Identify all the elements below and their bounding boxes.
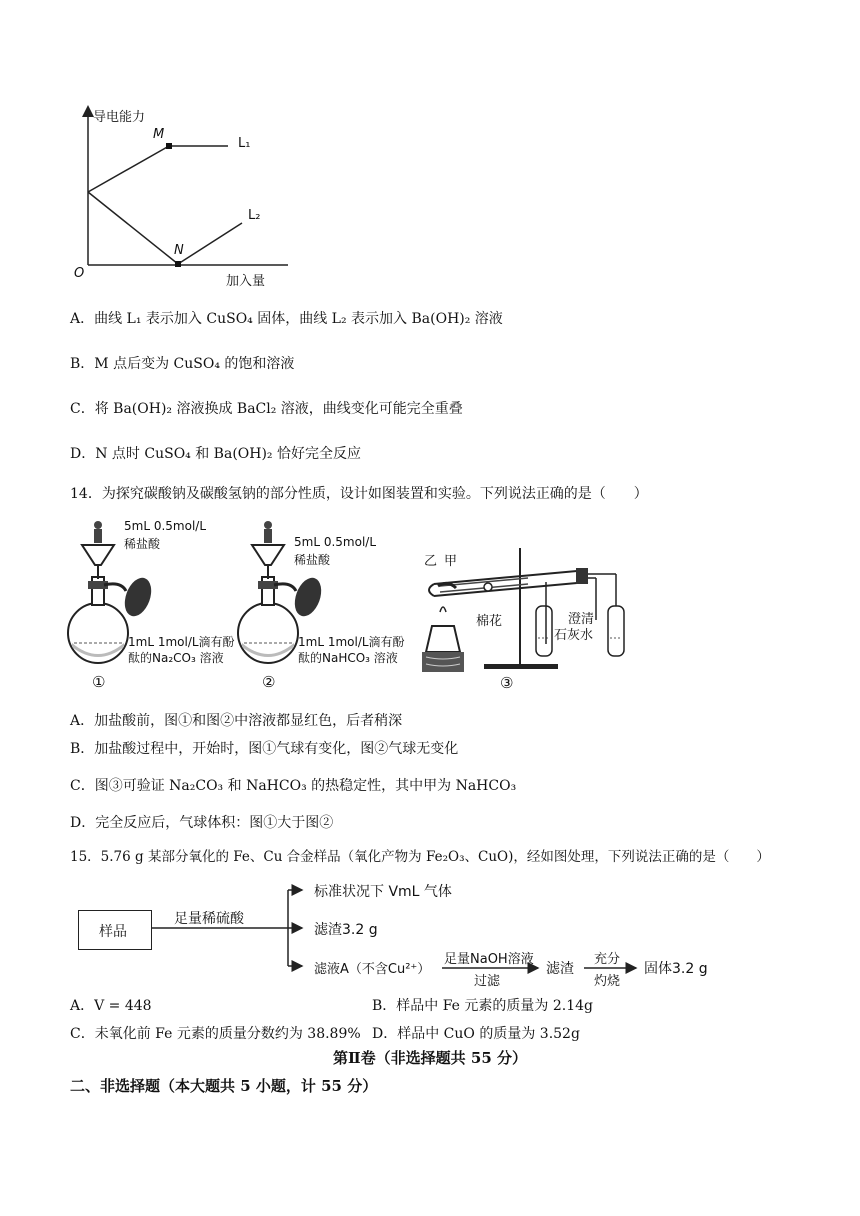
fig2-solution-line1: 1mL 1mol/L滴有酚 (298, 635, 405, 649)
curve-l1-rise (88, 146, 169, 192)
fig1-acid-line2: 稀盐酸 (124, 537, 161, 551)
q15-option-a: A．V = 448 (70, 998, 152, 1014)
sample-label: 样品 (99, 924, 127, 940)
gas-output: 标准状况下 VmL 气体 (314, 884, 452, 900)
solid-output: 固体3.2 g (644, 961, 708, 977)
sample-box (78, 910, 152, 950)
fig3-lime-line2: 石灰水 (554, 628, 594, 643)
q14-figure-3 (418, 540, 638, 700)
fig3-number: ③ (500, 674, 514, 692)
q15-option-b: B．样品中 Fe 元素的质量为 2.14g (372, 998, 594, 1014)
fig1-acid-line1: 5mL 0.5mol/L (124, 519, 207, 533)
x-axis-label: 加入量 (226, 274, 266, 289)
q13-option-c: C．将 Ba(OH)₂ 溶液换成 BaCl₂ 溶液，曲线变化可能完全重叠 (70, 401, 463, 417)
q14-option-c: C．图③可验证 Na₂CO₃ 和 NaHCO₃ 的热稳定性，其中甲为 NaHCO₃ (70, 778, 517, 794)
q14-figure-2 (236, 515, 416, 695)
q15-option-c: C．未氧化前 Fe 元素的质量分数约为 38.89% (70, 1026, 361, 1042)
point-n-marker (175, 261, 181, 267)
acid-label: 足量稀硫酸 (174, 911, 244, 927)
fig3-lime-line1: 澄清 (568, 612, 595, 627)
y-axis-label: 导电能力 (93, 110, 146, 125)
residue2-label: 滤渣 (546, 961, 574, 977)
part-title: 二、非选择题（本大题共 5 小题，计 55 分） (70, 1077, 378, 1095)
fig2-acid-line2: 稀盐酸 (294, 553, 331, 567)
filter-label: 过滤 (474, 974, 501, 989)
q15-option-d: D．样品中 CuO 的质量为 3.52g (372, 1026, 580, 1042)
fig1-solution-line1: 1mL 1mol/L滴有酚 (128, 635, 235, 649)
fig2-acid-line1: 5mL 0.5mol/L (294, 535, 377, 549)
fig2-solution-line2: 酞的NaHCO₃ 溶液 (298, 651, 398, 665)
q15-flowchart (76, 876, 736, 989)
heat-step-line2: 灼烧 (594, 974, 621, 989)
conductivity-graph-svg (66, 100, 296, 295)
point-m-label: M (153, 127, 165, 142)
curve-l2-rise (178, 223, 242, 264)
section-title: 第Ⅱ卷（非选择题共 55 分） (333, 1049, 527, 1067)
q13-option-b: B．M 点后变为 CuSO₄ 的饱和溶液 (70, 356, 295, 372)
heat-step-line1: 充分 (594, 952, 621, 967)
fig1-solution-line2: 酞的Na₂CO₃ 溶液 (128, 651, 224, 665)
q13-option-a: A．曲线 L₁ 表示加入 CuSO₄ 固体，曲线 L₂ 表示加入 Ba(OH)₂ 溶液 (70, 311, 503, 327)
fig3-yi-label: 乙 (424, 554, 438, 569)
q14-option-d: D．完全反应后，气球体积：图①大于图② (70, 815, 334, 831)
point-m-marker (166, 143, 172, 149)
q14-option-b: B．加盐酸过程中，开始时，图①气球有变化，图②气球无变化 (70, 741, 459, 757)
conductivity-graph (66, 100, 296, 295)
q14-option-a: A．加盐酸前，图①和图②中溶液都显红色，后者稍深 (70, 713, 403, 729)
q13-option-d: D．N 点时 CuSO₄ 和 Ba(OH)₂ 恰好完全反应 (70, 446, 361, 462)
fig3-jia-label: 甲 (444, 554, 458, 569)
point-n-label: N (174, 243, 184, 258)
q14-figure-1 (66, 515, 236, 695)
fig3-cotton-label: 棉花 (476, 614, 503, 629)
fig1-number: ① (92, 673, 106, 691)
line2-label: L₂ (248, 208, 261, 223)
residue-output: 滤渣3.2 g (314, 922, 378, 938)
line1-label: L₁ (238, 136, 251, 151)
curve-l2-fall (88, 192, 178, 264)
q14-stem: 14．为探究碳酸钠及碳酸氢钠的部分性质，设计如图装置和实验。下列说法正确的是（ ） (70, 486, 648, 502)
origin-label: O (74, 266, 85, 281)
q15-stem: 15．5.76 g 某部分氧化的 Fe、Cu 合金样品（氧化产物为 Fe₂O₃、CuO)，经如图处理，下列说法正确的是（ ） (70, 849, 770, 865)
naoh-label: 足量NaOH溶液 (444, 952, 534, 967)
fig2-number: ② (262, 673, 276, 691)
filtrate-output: 滤液A（不含Cu²⁺） (314, 962, 431, 977)
